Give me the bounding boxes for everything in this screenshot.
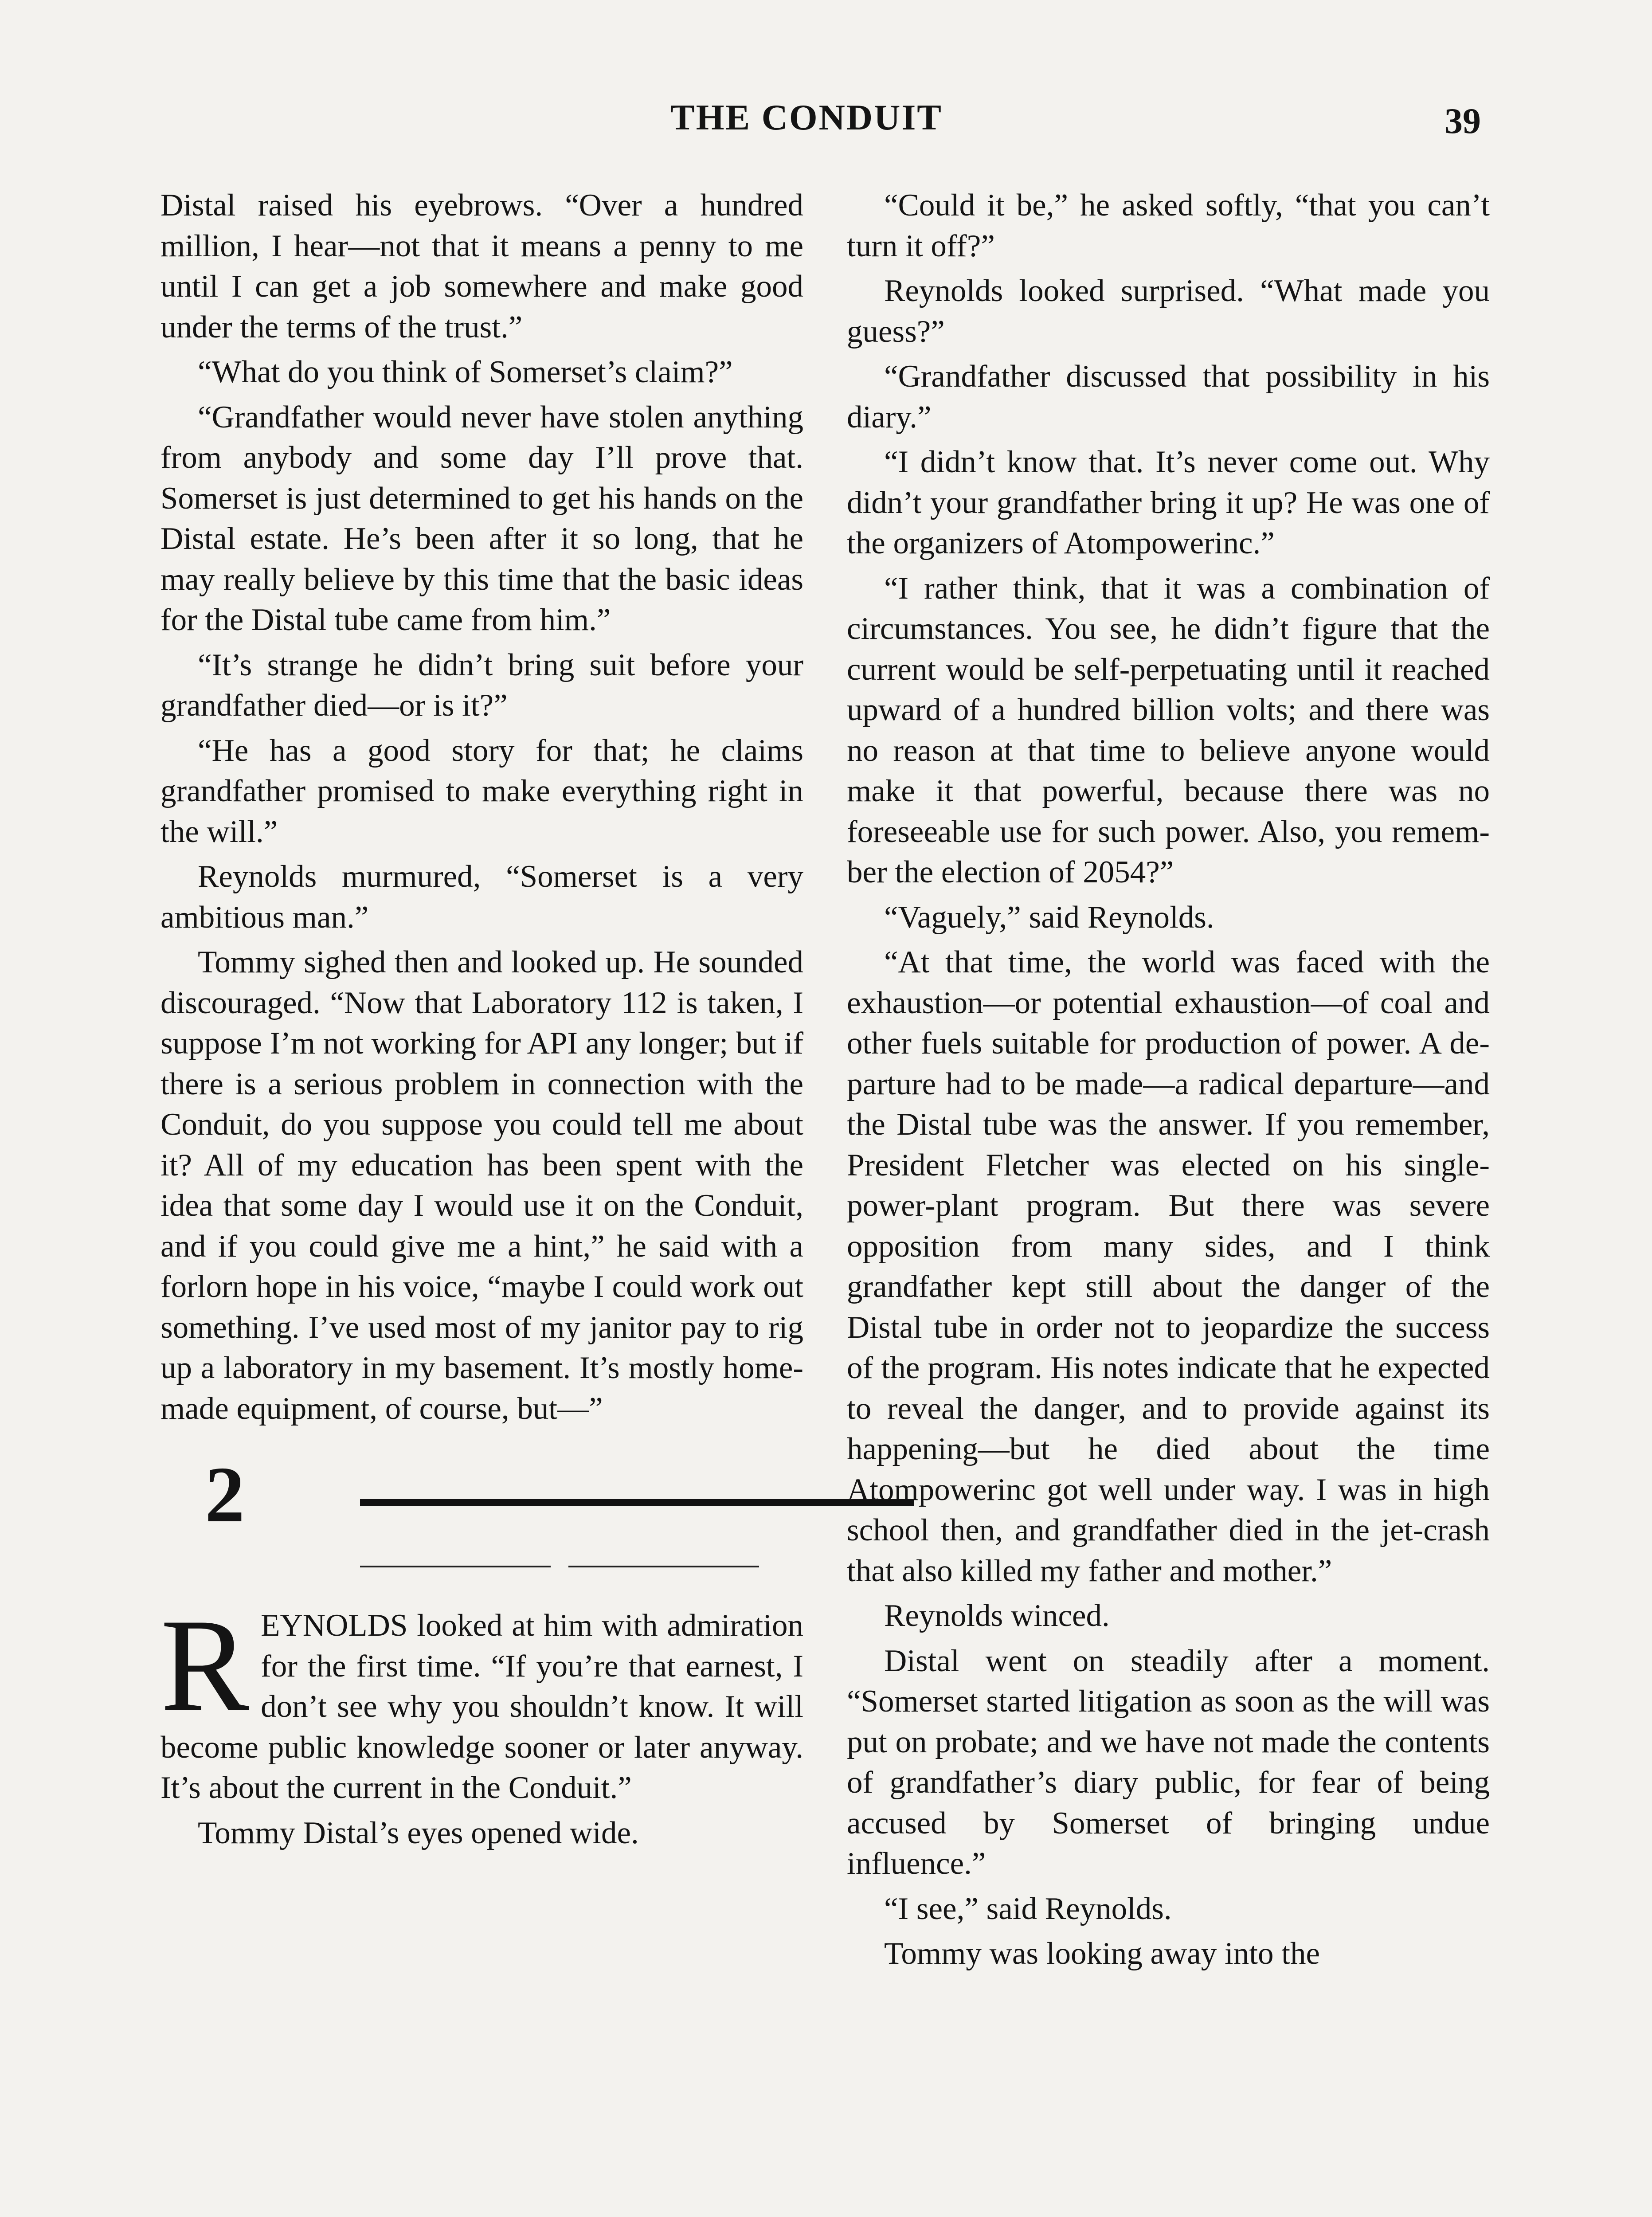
paragraph: “He has a good story for that; he claims grandfather promised to make everything right in the will.”	[161, 733, 803, 849]
paragraph: “What do you think of Somerset’s claim?”	[198, 355, 733, 389]
chapter-rule-thin	[568, 1566, 759, 1567]
paragraph: “I didn’t know that. It’s never come out. Why didn’t your grandfather bring it up? He was one of the organizers of Atompowerinc.”	[847, 445, 1490, 560]
chapter-rule-thin	[360, 1566, 551, 1567]
running-head: THE CONDUIT	[670, 97, 943, 137]
paragraph: Tommy sighed then and looked up. He sounded discouraged. “Now that Laboratory 112 is taken, I suppose I’m not working for API any longer; but if there is a serious problem in connection with the Conduit, do you suppose you could tell me about it? All of my education has been spent with the idea that some day I would use it on the Conduit, and if you could give me a hint,” he said with a forlorn hope in his voice, “maybe I could work out something. I’ve used most of my janitor pay to rig up a laboratory in my basement. It’s mostly home-made equipment, of course, but—”	[161, 945, 803, 1426]
paragraph: Reynolds winced.	[884, 1598, 1110, 1633]
chapter-break	[161, 1441, 803, 1601]
paragraph: Tommy Distal’s eyes opened wide.	[198, 1815, 639, 1850]
right-column	[847, 185, 1490, 1979]
chapter-number: 2	[205, 1450, 245, 1539]
chapter-rule-thick	[360, 1499, 914, 1506]
paragraph: Distal went on steadily after a moment. “Somerset started litigation as soon as the will was put on probate; and we have not made the contents of grandfather’s diary public, for fear of being accused by Somerset of bringing undue influence.”	[847, 1643, 1490, 1881]
paragraph: “Could it be,” he asked softly, “that you can’t turn it off?”	[847, 188, 1490, 263]
paragraph: Reynolds looked surprised. “What made you guess?”	[847, 274, 1490, 349]
page-number: 39	[1445, 101, 1481, 141]
chapter-opening-text: EYNOLDS looked at him with admiration for the first time. “If you’re that earnest, I don’t see why you shouldn’t know. It will become public knowledge sooner or later anyway. It’s about the current in the Conduit.”	[161, 1608, 803, 1805]
paragraph: Tommy was looking away into the	[884, 1936, 1320, 1971]
paragraph: “I rather think, that it was a combination of circumstances. You see, he didn’t figure that the current would be self-perpetuating until it reached upward of a hundred billion volts; and there was no reason at that time to believe anyone would make it that powerful, because there was no foreseeable use for such power. Also, you remember the election of 2054?”	[847, 571, 1490, 889]
paragraph: Distal raised his eyebrows. “Over a hundred million, I hear—not that it means a penny to me until I can get a job somewhere and make good under the terms of the trust.”	[161, 188, 803, 345]
drop-cap: R	[161, 1591, 250, 1739]
paragraph: “I see,” said Reynolds.	[884, 1891, 1172, 1926]
paragraph: “At that time, the world was faced with the exhaustion—or potential exhaustion—of coal and other fuels suitable for production of power. A departure had to be made—a radical departure—and the Distal tube was the answer. If you remember, President Fletcher was elected on his single-power-plant program. But there was severe opposition from many sides, and I think grandfather kept still about the danger of the Distal tube in order not to jeopardize the success of the program. His notes indicate that he expected to reveal the danger, and to provide against its happening—but he died about the time Atompowerinc got well under way. I was in high school then, and grandfather died in the jet-crash that also killed my father and mother.”	[847, 945, 1490, 1588]
paragraph: “Grandfather discussed that possibility in his diary.”	[847, 359, 1490, 435]
paragraph: “Vaguely,” said Reynolds.	[884, 900, 1214, 935]
paragraph: Reynolds murmured, “Somerset is a very ambitious man.”	[161, 859, 803, 935]
chapter-opening-paragraph	[161, 1591, 803, 1809]
left-column	[161, 185, 803, 1858]
paragraph: “It’s strange he didn’t bring suit before your grandfather died—or is it?”	[161, 647, 803, 723]
paragraph: “Grandfather would never have stolen anything from anybody and some day I’ll prove that. Somerset is just determined to get his hands on the Distal estate. He’s been after it so long, that he may really believe by this time that the basic ideas for the Distal tube came from him.”	[161, 400, 803, 637]
